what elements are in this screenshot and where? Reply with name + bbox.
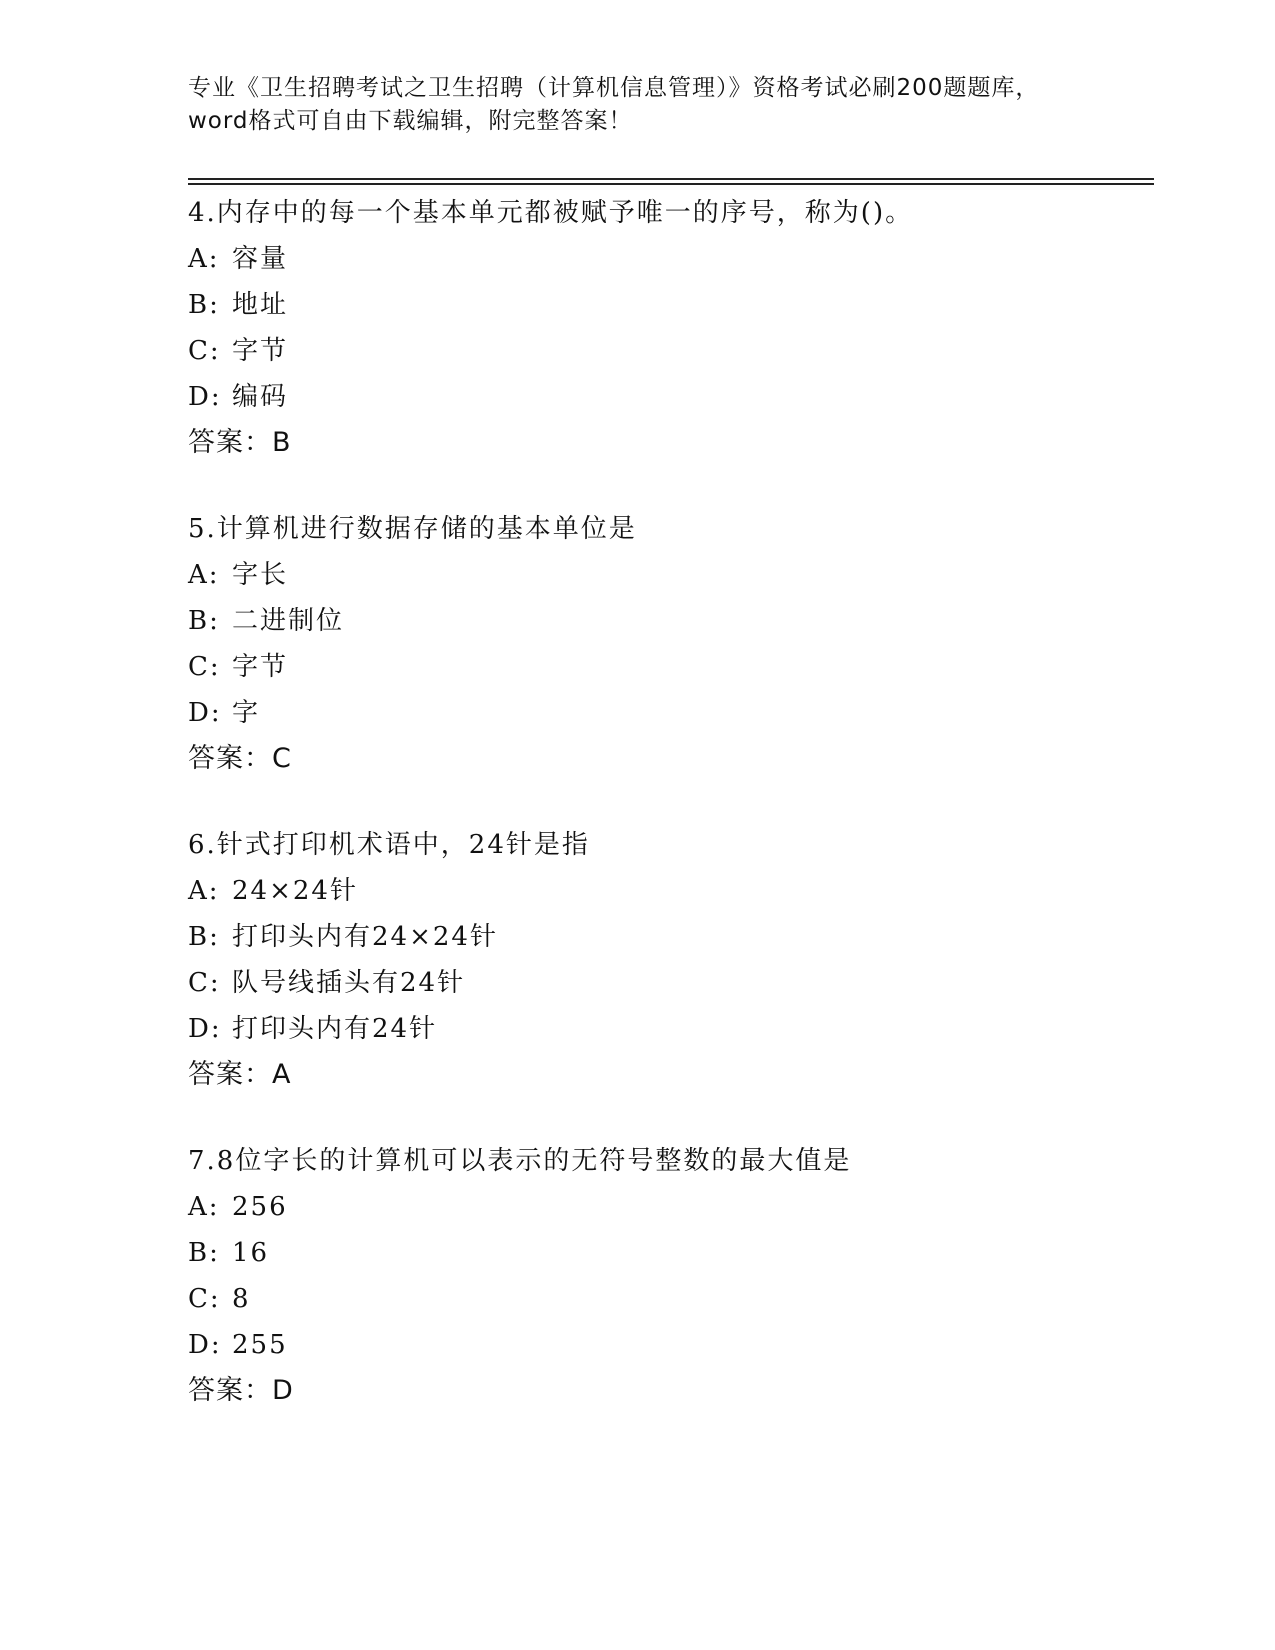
option-d — [188, 374, 1168, 420]
option-c — [188, 328, 1168, 374]
document-header — [188, 72, 1148, 138]
option-letter: D: — [188, 1014, 222, 1044]
header-line-2: word格式可自由下载编辑，附完整答案！ — [188, 108, 633, 134]
question-4 — [188, 190, 1168, 466]
option-d — [188, 690, 1168, 736]
option-letter: D: — [188, 382, 222, 412]
option-b — [188, 282, 1168, 328]
option-c — [188, 960, 1168, 1006]
option-text: 打印头内有24针 — [232, 1014, 438, 1044]
question-5 — [188, 506, 1168, 782]
option-text: 字 — [232, 698, 261, 728]
option-letter: A: — [188, 876, 220, 906]
option-c — [188, 644, 1168, 690]
option-text: 字节 — [232, 652, 289, 682]
option-text: 地址 — [232, 290, 289, 320]
question-text: 5.计算机进行数据存储的基本单位是 — [188, 514, 637, 544]
option-text: 256 — [232, 1192, 288, 1222]
option-letter: B: — [188, 1238, 220, 1268]
option-text: 8 — [232, 1284, 251, 1314]
option-a — [188, 552, 1168, 598]
answer-line: 答案：C — [188, 743, 292, 774]
option-letter: D: — [188, 1330, 222, 1360]
option-text: 16 — [232, 1238, 270, 1268]
question-text: 4.内存中的每一个基本单元都被赋予唯一的序号，称为()。 — [188, 198, 914, 228]
option-a — [188, 868, 1168, 914]
question-6 — [188, 822, 1168, 1098]
option-text: 打印头内有24×24针 — [232, 922, 498, 952]
question-7 — [188, 1138, 1168, 1414]
answer-line: 答案：B — [188, 427, 292, 458]
option-letter: D: — [188, 698, 222, 728]
answer-line: 答案：A — [188, 1059, 292, 1090]
option-text: 编码 — [232, 382, 289, 412]
option-d — [188, 1006, 1168, 1052]
question-list — [188, 190, 1168, 1454]
option-d — [188, 1322, 1168, 1368]
option-letter: B: — [188, 606, 220, 636]
option-b — [188, 914, 1168, 960]
option-letter: A: — [188, 1192, 220, 1222]
answer-line: 答案：D — [188, 1375, 294, 1406]
question-text: 6.针式打印机术语中，24针是指 — [188, 830, 590, 860]
option-letter: A: — [188, 560, 220, 590]
option-text: 字节 — [232, 336, 289, 366]
header-line-1: 专业《卫生招聘考试之卫生招聘（计算机信息管理）》资格考试必刷200题题库， — [188, 75, 1040, 101]
option-text: 二进制位 — [232, 606, 345, 636]
option-a — [188, 1184, 1168, 1230]
option-letter: A: — [188, 244, 220, 274]
option-b — [188, 1230, 1168, 1276]
option-text: 队号线插头有24针 — [232, 968, 466, 998]
header-divider-top — [188, 178, 1154, 180]
option-letter: B: — [188, 290, 220, 320]
option-letter: C: — [188, 1284, 221, 1314]
option-text: 容量 — [232, 244, 289, 274]
option-text: 255 — [232, 1330, 288, 1360]
option-letter: C: — [188, 968, 221, 998]
option-c — [188, 1276, 1168, 1322]
header-divider-bottom — [188, 183, 1154, 185]
option-a — [188, 236, 1168, 282]
option-text: 字长 — [232, 560, 289, 590]
question-text: 7.8位字长的计算机可以表示的无符号整数的最大值是 — [188, 1146, 852, 1176]
option-letter: C: — [188, 652, 221, 682]
option-letter: B: — [188, 922, 220, 952]
option-text: 24×24针 — [232, 876, 358, 906]
option-letter: C: — [188, 336, 221, 366]
option-b — [188, 598, 1168, 644]
